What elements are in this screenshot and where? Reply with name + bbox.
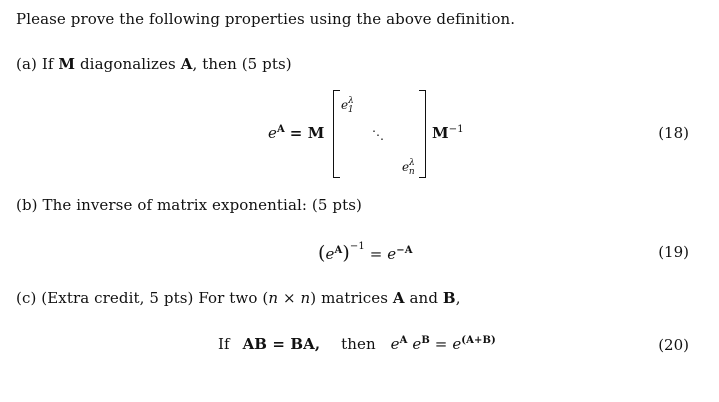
eq19-e-sup: A [334,245,343,256]
eq20-s3: (A+B) [461,335,496,346]
part-c-label: (c) [16,289,37,307]
part-c-text-pre: (Extra credit, 5 pts) For two ( [41,289,269,307]
part-a-matrix-a: A [180,55,193,73]
eq18-cell-bottom: $e^\lambda_n$ [402,158,415,177]
eq19-outer-sup: −1 [349,241,365,252]
eq20 [218,335,496,353]
eq19 [318,242,413,264]
eq20-if: If [218,335,230,353]
part-c-n2: n [300,289,311,307]
part-b-text: The inverse of matrix exponential: (5 pts) [42,196,362,214]
eq20-ab-eq-ba: AB = BA, [242,335,321,353]
eq18-lhs [268,124,324,142]
part-a-if: If [41,55,54,73]
eq18-e-sup: A [276,124,285,135]
eq20-e1: e [390,335,400,353]
intro-text: Please prove the following properties using the above definition. [16,10,516,28]
eq20-eq: = [434,335,448,353]
part-c-n1: n [268,289,279,307]
part-c-matrix-a: A [392,289,405,307]
eq19-e2: e [387,245,397,263]
part-b-statement [16,196,362,214]
eq20-s1: A [399,335,408,346]
eq18-right-bracket [419,90,426,178]
part-a-label: (a) [16,55,37,73]
eq18-equals-m: = M [289,124,325,142]
eq18-rhs [432,124,464,142]
part-a-diag: diagonalizes [79,55,176,73]
part-c-times: × [278,289,301,307]
eq19-rparen: ) [342,242,350,264]
eq18-cell-top: $e^\lambda_1$ [341,96,354,115]
part-c-matrix-b: B [442,289,456,307]
eq20-number: (20) [658,336,689,354]
eq19-lparen: ( [318,242,326,264]
part-c-comma: , [455,289,461,307]
eq18-e: e [268,124,277,142]
eq18-rhs-sup: −1 [448,124,464,135]
part-b-label: (b) [16,196,38,214]
eq19-e2-sup: −A [396,245,413,256]
part-a-then: , then (5 pts) [192,55,292,73]
eq20-e3: e [452,335,462,353]
part-a-statement [16,55,292,73]
part-c-and: and [409,289,439,307]
eq18-cell-dots: ⋱ [372,128,384,142]
eq20-s2: B [421,335,430,346]
eq20-e2: e [412,335,422,353]
part-a-matrix-m: M [58,55,76,73]
eq19-number: (19) [658,243,689,261]
eq19-equals: = [369,245,383,263]
eq20-then: then [341,335,376,353]
eq18-rhs-m: M [432,124,449,142]
eq19-e: e [325,245,335,263]
eq18-number: (18) [658,124,689,142]
part-c-statement [16,289,461,307]
part-c-text-mid: ) matrices [310,289,389,307]
eq18-left-bracket [333,90,340,178]
